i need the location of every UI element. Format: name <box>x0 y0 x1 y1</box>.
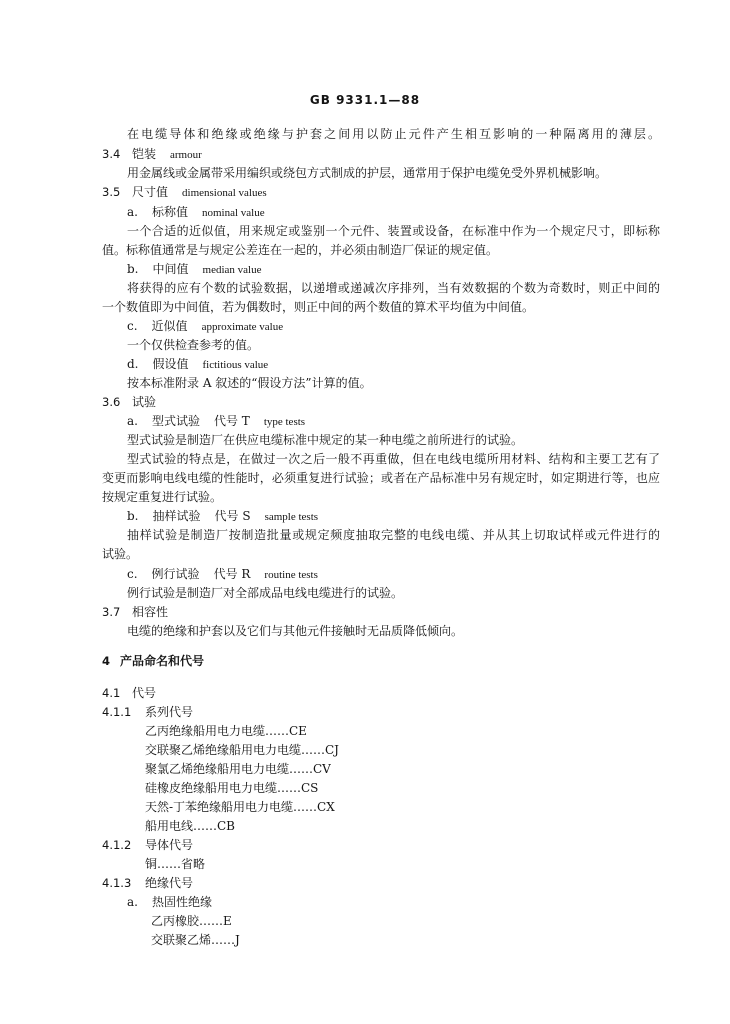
section-3-7-heading: 相容性 <box>132 605 169 619</box>
page-header: GB 9331.1—88 <box>309 93 421 107</box>
section-3-4-heading: 铠装 armour <box>132 147 202 161</box>
list-item: 交联聚乙烯绝缘船用电力电缆……CJ <box>145 743 339 757</box>
section-3-4-text: 用金属线或金属带采用编织或绕包方式制成的护层，通常用于保护电缆免受外界机械影响。 <box>127 166 608 180</box>
item-d-text: 按本标准附录 A 叙述的“假设方法”计算的值。 <box>127 376 372 390</box>
item-b-text-2: 一个数值即为中间值，若为偶数时，则正中间的两个数值的算术平均值为中间值。 <box>102 300 535 314</box>
section-4-1-2-heading: 导体代号 <box>145 838 194 852</box>
item-a-text-2: 值。标称值通常是与规定公差连在一起的，并必须由制造厂保证的规定值。 <box>102 243 499 257</box>
section-number: 4.1.3 <box>102 876 132 890</box>
list-item: 乙丙绝缘船用电力电缆……CE <box>145 724 307 738</box>
item-c-heading: c. 例行试验 代号 R routine tests <box>127 567 318 581</box>
section-3-7-text: 电缆的绝缘和护套以及它们与其他元件接触时无品质降低倾向。 <box>127 624 464 638</box>
item-b-text-1: 抽样试验是制造厂按制造批量或规定频度抽取完整的电线电缆、并从其上切取试样或元件进行的 <box>127 528 660 542</box>
item-a-text-3: 变更而影响电线电缆的性能时，必须重复进行试验；或者在产品标准中另有规定时，如定期进行等，也应 <box>102 471 660 485</box>
section-number: 3.6 <box>102 395 121 409</box>
item-a-text-4: 按规定重复进行试验。 <box>102 490 223 504</box>
section-3-6-heading: 试验 <box>132 395 157 409</box>
list-item: 乙丙橡胶……E <box>151 914 232 928</box>
item-a-text-1: 型式试验是制造厂在供应电缆标准中规定的某一种电缆之前所进行的试验。 <box>127 433 524 447</box>
item-c-heading: c. 近似值 approximate value <box>127 319 284 333</box>
list-item: 船用电线……CB <box>145 819 236 833</box>
item-d-heading: d. 假设值 fictitious value <box>127 357 269 371</box>
item-a-heading: a. 型式试验 代号 T type tests <box>127 414 306 428</box>
section-number: 4.1 <box>102 686 121 700</box>
section-number: 4.1.1 <box>102 705 132 719</box>
chapter-4-heading: 产品命名和代号 <box>120 654 205 668</box>
item-b-heading: b. 抽样试验 代号 S sample tests <box>127 509 319 523</box>
list-item: 铜……省略 <box>145 857 206 871</box>
item-b-text-1: 将获得的应有个数的试验数据，以递增或递减次序排列，当有效数据的个数为奇数时，则正中间的 <box>127 281 660 295</box>
list-item: 天然-丁苯绝缘船用电力电缆……CX <box>145 800 335 814</box>
list-item: 聚氯乙烯绝缘船用电力电缆……CV <box>145 762 331 776</box>
item-b-heading: b. 中间值 median value <box>127 262 262 276</box>
item-c-text: 例行试验是制造厂对全部成品电线电缆进行的试验。 <box>127 586 404 600</box>
item-b-text-2: 试验。 <box>102 547 139 561</box>
item-a-heading: a. 热固性绝缘 <box>127 895 212 909</box>
section-4-1-heading: 代号 <box>132 686 157 700</box>
section-4-1-1-heading: 系列代号 <box>145 705 194 719</box>
item-a-text-1: 一个合适的近似值，用来规定或鉴别一个元件、装置或设备，在标准中作为一个规定尺寸，即标称 <box>127 224 660 238</box>
section-3-3-text: 在电缆导体和绝缘或绝缘与护套之间用以防止元件产生相互影响的一种隔离用的薄层。 <box>127 127 660 141</box>
list-item: 交联聚乙烯……J <box>151 933 240 947</box>
section-number: 3.7 <box>102 605 121 619</box>
section-3-5-heading: 尺寸值 dimensional values <box>132 185 267 199</box>
chapter-number: 4 <box>102 654 111 668</box>
section-number: 3.4 <box>102 147 121 161</box>
item-c-text: 一个仅供检查参考的值。 <box>127 338 260 352</box>
section-number: 3.5 <box>102 185 121 199</box>
item-a-heading: a. 标称值 nominal value <box>127 205 265 219</box>
list-item: 硅橡皮绝缘船用电力电缆……CS <box>145 781 319 795</box>
section-4-1-3-heading: 绝缘代号 <box>145 876 194 890</box>
item-a-text-2: 型式试验的特点是，在做过一次之后一般不再重做，但在电线电缆所用材料、结构和主要工艺有了 <box>127 452 660 466</box>
section-number: 4.1.2 <box>102 838 132 852</box>
